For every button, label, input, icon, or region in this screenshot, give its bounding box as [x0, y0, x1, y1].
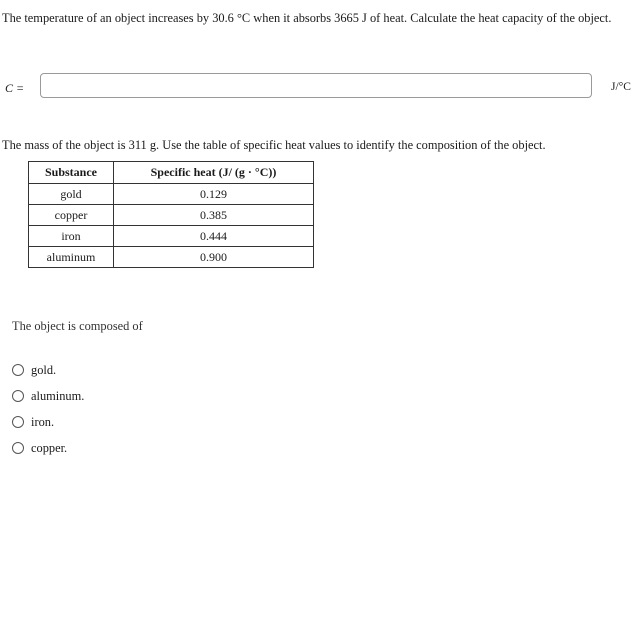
question-composition: The mass of the object is 311 g. Use the table of specific heat values to identify the composition of the object. [2, 138, 546, 152]
cell-specific-heat: 0.385 [114, 205, 314, 226]
heat-capacity-unit: J/°C [611, 81, 631, 93]
table-row [29, 247, 314, 268]
radio-button[interactable] [12, 416, 24, 428]
option-label: gold. [31, 362, 57, 377]
composition-prompt: The object is composed of [12, 319, 143, 333]
cell-substance: gold [29, 184, 114, 205]
option-aluminum[interactable] [12, 383, 84, 409]
heat-capacity-input[interactable] [40, 73, 592, 98]
option-label: iron. [31, 414, 55, 429]
option-gold[interactable] [12, 357, 84, 383]
column-header-substance: Substance [29, 162, 114, 184]
table-row [29, 205, 314, 226]
question-heat-capacity: The temperature of an object increases by 30.6 °C when it absorbs 3665 J of heat. Calculate the heat capacity of the object. [2, 11, 612, 25]
cell-substance: aluminum [29, 247, 114, 268]
radio-button[interactable] [12, 390, 24, 402]
cell-specific-heat: 0.129 [114, 184, 314, 205]
heat-capacity-label: C = [5, 81, 25, 95]
cell-substance: copper [29, 205, 114, 226]
cell-specific-heat: 0.444 [114, 226, 314, 247]
table-row [29, 226, 314, 247]
radio-button[interactable] [12, 442, 24, 454]
option-label: copper. [31, 440, 68, 455]
option-iron[interactable] [12, 409, 84, 435]
composition-options [12, 357, 84, 461]
cell-specific-heat: 0.900 [114, 247, 314, 268]
radio-button[interactable] [12, 364, 24, 376]
table-row [29, 184, 314, 205]
table-header-row [29, 162, 314, 184]
option-label: aluminum. [31, 388, 85, 403]
cell-substance: iron [29, 226, 114, 247]
column-header-specific-heat: Specific heat (J/ (g · °C)) [114, 162, 314, 184]
specific-heat-table [28, 161, 314, 268]
option-copper[interactable] [12, 435, 84, 461]
